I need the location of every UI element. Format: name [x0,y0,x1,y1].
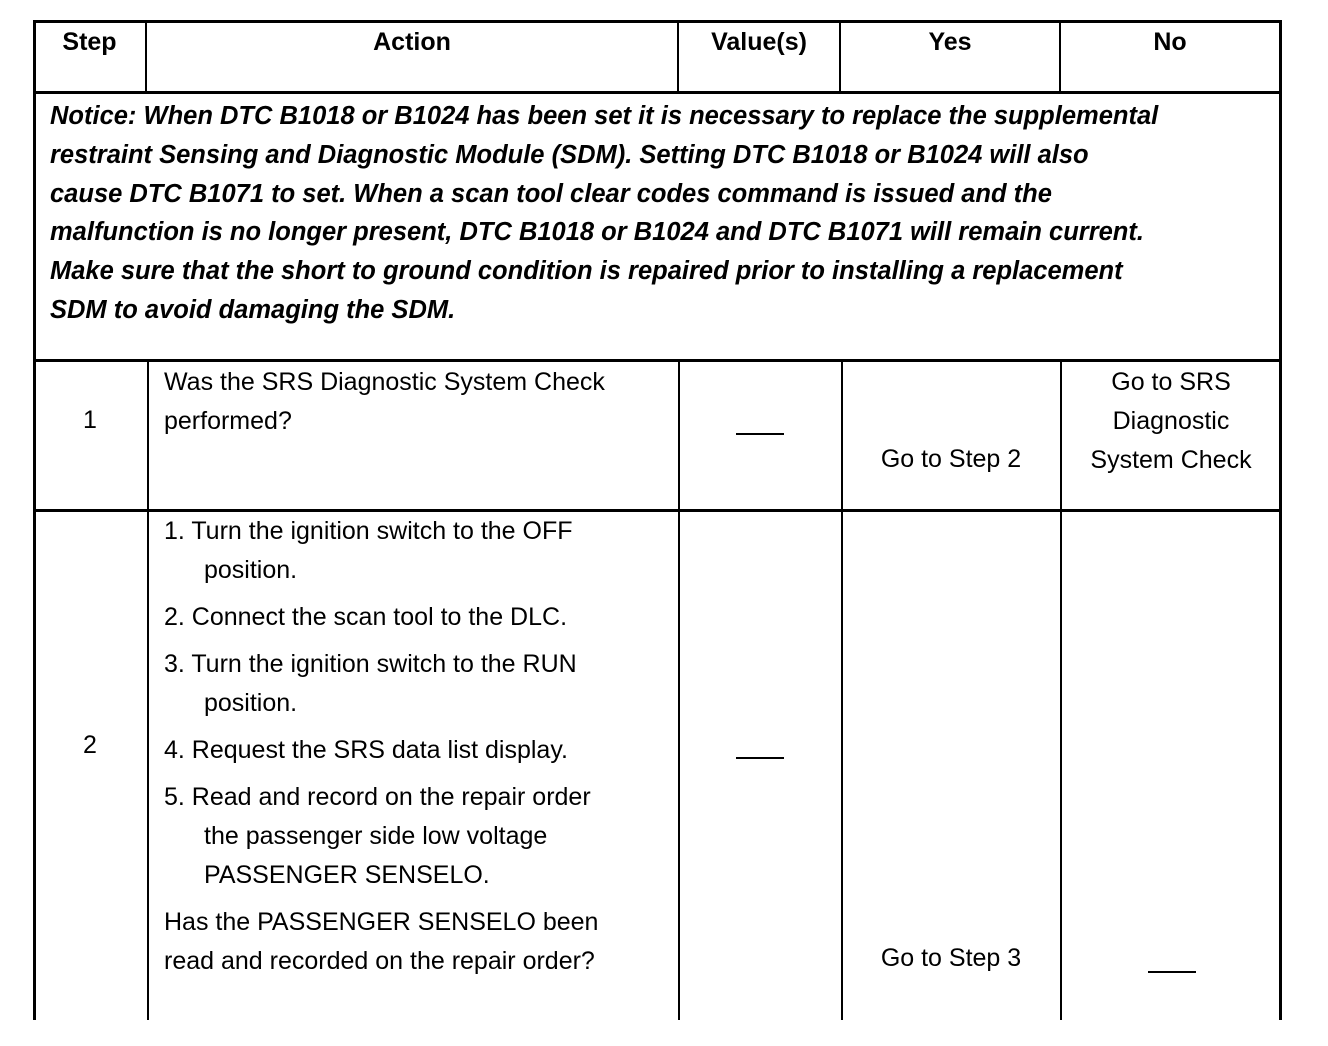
col-sep-2-body [678,360,680,1020]
row1-yes: Go to Step 2 [880,445,1022,473]
row2-action [164,512,598,981]
step-item-5-cont2: PASSENGER SENSELO. [204,861,490,889]
row1-action [164,363,605,441]
notice-line: Notice: When DTC B1018 or B1024 has been set it is necessary to replace the supplemental [50,102,1159,130]
step-item-1: 1. Turn the ignition switch to the OFF [164,517,573,545]
notice-line: Make sure that the short to ground condition is repaired prior to installing a replacement [50,257,1123,286]
step-item-3-cont: position. [204,689,298,717]
row1-action-line: performed? [164,407,292,435]
row1-no-line: Go to SRS [1111,368,1231,396]
header-yes: Yes [928,28,972,56]
notice-line: SDM to avoid damaging the SDM. [50,295,456,324]
notice-line: restraint Sensing and Diagnostic Module (SDM). Setting DTC B1018 or B1024 will also [50,140,1089,169]
row2-no-dash [1148,971,1196,973]
col-sep-1-body [147,360,149,1020]
table-border-top [33,20,1282,23]
notice-line: malfunction is no longer present, DTC B1018 or B1024 and DTC B1071 will remain current. [50,218,1144,247]
diagnostic-table [33,20,1282,1020]
notice-text [50,97,1270,330]
header-divider [33,91,1282,94]
step-item-3: 3. Turn the ignition switch to the RUN [164,650,577,678]
row2-question-line: read and recorded on the repair order? [164,947,595,975]
step-item-5: 5. Read and record on the repair order [164,783,591,811]
row1-no [1061,363,1281,480]
row2-question-line: Has the PASSENGER SENSELO been [164,908,599,936]
notice-line: cause DTC B1071 to set. When a scan tool clear codes command is issued and the [50,179,1052,208]
header-values: Value(s) [711,28,807,56]
step-item-2: 2. Connect the scan tool to the DLC. [164,603,568,631]
step-item-4: 4. Request the SRS data list display. [164,736,568,764]
row2-value-dash [736,757,784,759]
header-step: Step [62,28,117,56]
row2-step: 2 [83,731,97,759]
row1-value-dash [736,433,784,435]
row1-no-line: Diagnostic [1112,407,1230,435]
header-action: Action [373,28,451,56]
step-item-1-cont: position. [204,556,298,584]
row1-action-line: Was the SRS Diagnostic System Check [164,368,605,396]
step-item-5-cont: the passenger side low voltage [204,822,548,850]
row2-yes: Go to Step 3 [880,944,1022,972]
notice-divider [33,359,1282,362]
table-border-left [33,20,36,1020]
table-border-right [1279,20,1282,1020]
row1-step: 1 [83,406,97,434]
header-no: No [1153,28,1187,56]
row1-no-line: System Check [1090,446,1252,474]
